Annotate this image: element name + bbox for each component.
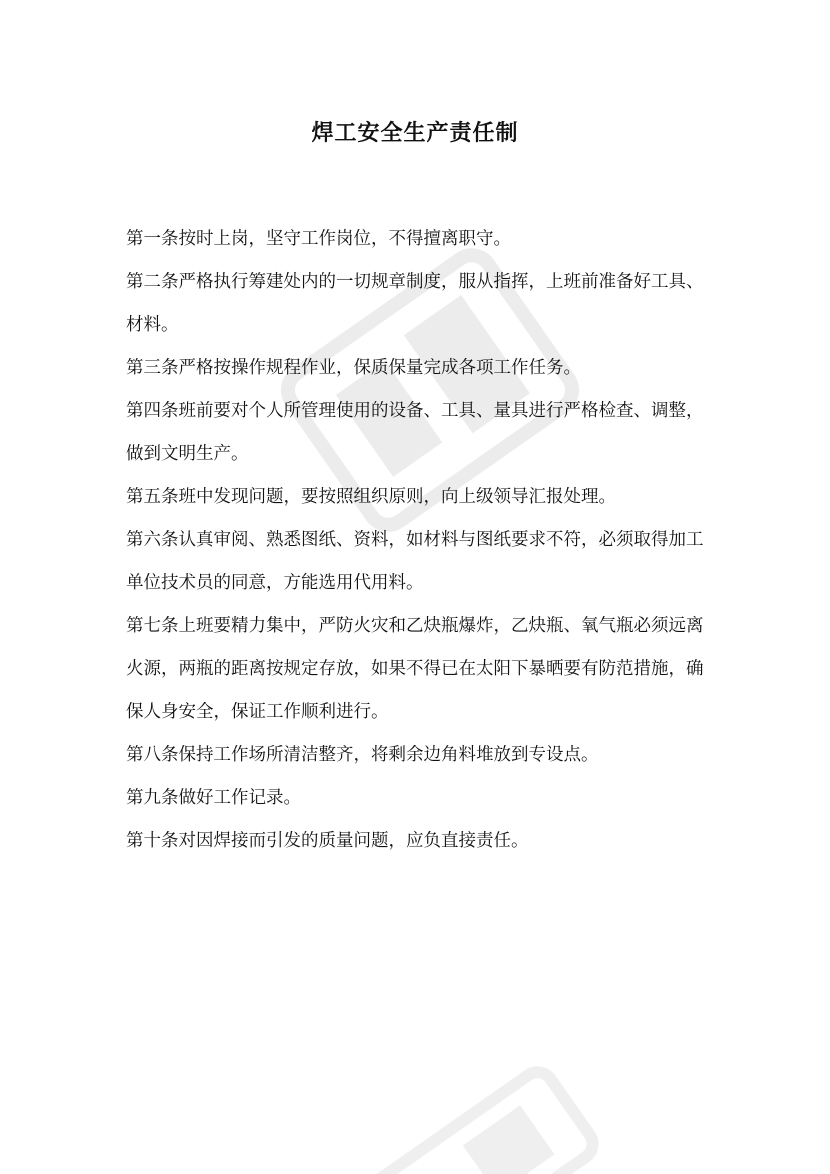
watermark-logo-bottom-icon <box>347 1052 612 1174</box>
article-6: 第六条认真审阅、熟悉图纸、资料，如材料与图纸要求不符，必须取得加工单位技术员的同意，方能选用代用料。 <box>126 530 704 593</box>
article-9: 第九条做好工作记录。 <box>126 788 301 808</box>
article-7: 第七条上班要精力集中，严防火灾和乙炔瓶爆炸，乙炔瓶、氧气瓶必须远离火源，两瓶的距离按规定存放，如果不得已在太阳下暴晒要有防范措施，确保人身安全，保证工作顺利进行。 <box>126 616 704 722</box>
article-1: 第一条按时上岗，坚守工作岗位，不得擅离职守。 <box>126 229 511 249</box>
article-3: 第三条严格按操作规程作业，保质保量完成各项工作任务。 <box>126 358 581 378</box>
article-5: 第五条班中发现问题，要按照组织原则，向上级领导汇报处理。 <box>126 487 616 507</box>
article-8: 第八条保持工作场所清洁整齐，将剩余边角料堆放到专设点。 <box>126 745 599 765</box>
article-4: 第四条班前要对个人所管理使用的设备、工具、量具进行严格检查、调整，做到文明生产。 <box>126 401 704 464</box>
article-10: 第十条对因焊接而引发的质量问题，应负直接责任。 <box>126 831 529 851</box>
article-list <box>126 218 706 863</box>
document-title: 焊工安全生产责任制 <box>311 121 519 146</box>
article-2: 第二条严格执行筹建处内的一切规章制度，服从指挥，上班前准备好工具、材料。 <box>126 272 704 335</box>
